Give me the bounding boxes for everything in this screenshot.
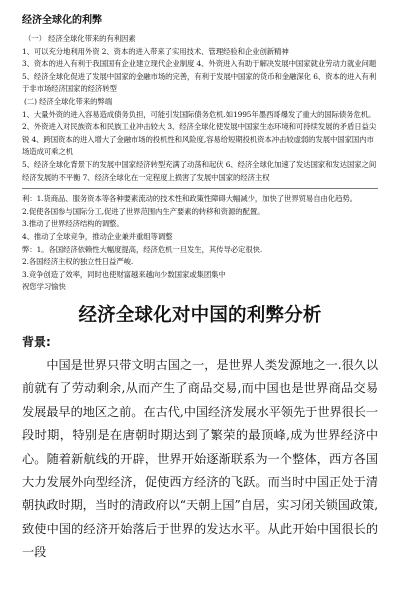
section-summary (22, 193, 378, 294)
background-label: 背景: (22, 334, 51, 349)
summary-line: 3.推动了世界经济结构的调整。 (22, 219, 124, 229)
summary-line: 祝您学习愉快 (22, 282, 66, 292)
section-paragraph: 1、大量外资的进入容易造成债务负担，可能引发国际债务危机.如1995年墨西哥爆发了重大的国际债务危机。 2、外资进入对民族资本和民族工业冲击较大 3、经济全球化使发展中国家生态环境和可持续发展的矛盾日益尖锐 4、跨国资本的进入增大了金融市场的投机性和风险度,容易给短期投机资本冲击较虚弱的发展中国家国内市场造成可乘之机 (22, 109, 377, 157)
summary-line: 4、推动了全球竞争，推动企业兼并重组等调整 (22, 231, 173, 241)
summary-line: 2.各国经济主权的独立性日益严峻. (22, 257, 134, 267)
main-title: 经济全球化对中国的利弊分析 (78, 304, 322, 326)
section-divider (22, 188, 378, 189)
summary-line: 弊：1。各国经济依赖性大幅度提高，经济危机一旦发生，其传导必定很快. (22, 244, 263, 254)
background-paragraph: 中国是世界只带文明古国之一，是世界人类发源地之一.很久以前就有了劳动剩余,从而产生了商品交易,而中国也是世界商品交易发展最早的地区之前。在古代,中国经济发展水平领先于世界很长一段时期，特别是在唐朝时期达到了繁荣的最顶峰,成为世界经济中心。随着新航线的开辟，世界开始逐渐联系为一个整体，西方各国大力发展外向型经济，促使西方经济的飞跃。而当时中国正处于清朝执政时期，当时的清政府以“天朝上国”自居，实习闭关锁国政策,致使中国的经济开始落后于世界的发达水平。从此开始中国很长的一段 (22, 357, 378, 560)
summary-line: 利：1.货商品、服务资本等各种要素流动的技术性和政策性障碍大幅减少，加快了世界贸易自由化趋势。 (22, 194, 357, 204)
summary-line: 2.促使各国参与国际分工,促进了世界范围内生产要素的转移和资源的配置。 (22, 206, 265, 216)
section-header: (二) 经济全球化带来的弊端 (24, 96, 113, 106)
section-advantages (22, 33, 378, 96)
section-paragraph: 3、资本的进入有利于我国国有企业建立现代企业制度 4、外资进入有助于解决发展中国家就业劳动力就业问题 5、经济全球化促进了发展中国家的金融市场的完善，有利于发展中国家的货币和金融深化 6、资本的进入有利于非市场经济国家的经济转型 (22, 59, 377, 94)
section-paragraph: 1、可以充分地利用外资 2、资本的进入带来了实用技术、管理经验和企业创新精神 (22, 46, 289, 56)
doc-top-title: 经济全球化的利弊 (22, 15, 102, 26)
section-disadvantages (22, 96, 378, 184)
section-header: （一） 经济全球化带来的有利因素 (24, 34, 136, 43)
summary-line: 3.竞争创造了效率，同时也使财富越来越向少数国家或集团集中 (22, 269, 226, 279)
section-paragraph: 5、经济全球化背景下的发展中国家经济转型充满了动荡和起伏 6、经济全球化加速了发达国家和发达国家之间经济发展的不平衡 7、经济全球化在一定程度上损害了发展中国家的经济主权 (22, 159, 377, 182)
